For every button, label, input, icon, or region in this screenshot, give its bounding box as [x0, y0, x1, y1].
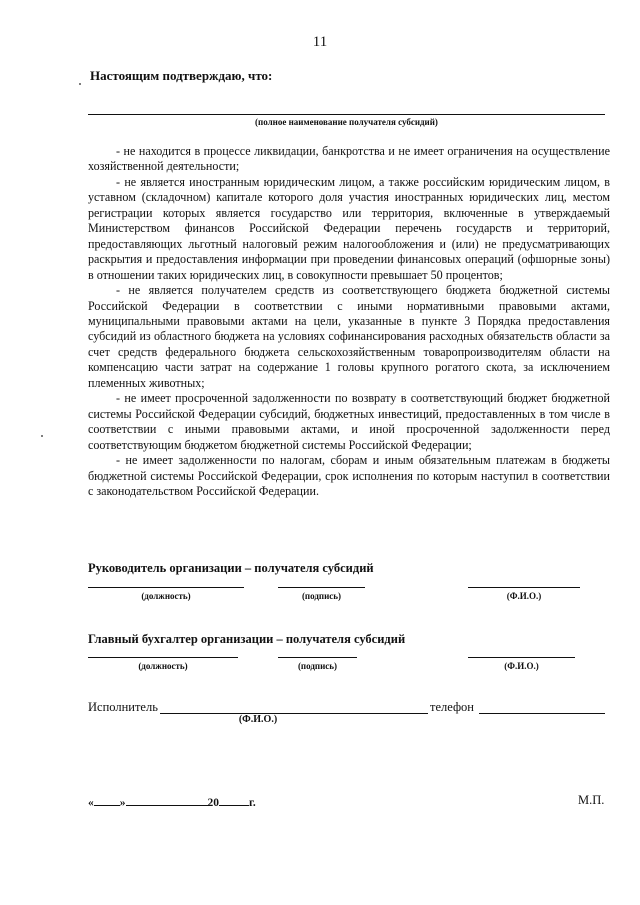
phone-label: телефон	[430, 700, 474, 714]
accountant-position-line	[88, 657, 238, 658]
executor-label: Исполнитель	[88, 700, 158, 714]
phone-line	[479, 713, 605, 714]
stamp-label: М.П.	[578, 793, 605, 807]
condition-paragraph: - не является получателем средств из соответствующего бюджета бюджетной системы Российской Федерации в соответствии с иными нормативными правовыми актами, муниципальными правовыми актами на цели, указанные в пункте 3 Порядка предоставления субсидий из областного бюджета на условиях софинансирования расходных обязательств области за счет средств федерального бюджета сельскохозяйственным товаропроизводителям области на компенсацию части затрат на содержание 1 головы крупного рогатого скота, за исключением племенных животных;	[88, 283, 610, 390]
conditions-text	[88, 144, 610, 499]
page-number: 11	[312, 34, 328, 50]
scan-speck	[41, 435, 43, 437]
head-section-title: Руководитель организации – получателя субсидий	[88, 561, 374, 575]
head-signature-caption: (подпись)	[301, 591, 342, 601]
date-month-blank	[126, 795, 208, 806]
accountant-signature-line	[278, 657, 357, 658]
head-name-caption: (Ф.И.О.)	[506, 591, 542, 601]
recipient-name-line	[88, 114, 605, 115]
executor-name-caption: (Ф.И.О.)	[238, 714, 278, 725]
accountant-name-caption: (Ф.И.О.)	[504, 661, 539, 671]
head-signature-line	[278, 587, 365, 588]
condition-paragraph: - не имеет просроченной задолженности по возврату в соответствующий бюджет бюджетной системы Российской Федерации субсидий, бюджетных инвестиций, предоставленных в том числе в соответствии с иными правовыми актами, и иной просроченной задолженности перед соответствующим бюджетом бюджетной системы Российской Федерации;	[88, 391, 610, 452]
confirm-heading: Настоящим подтверждаю, что:	[90, 68, 273, 83]
scan-speck	[79, 83, 81, 85]
accountant-section-title: Главный бухгалтер организации – получателя субсидий	[88, 632, 406, 646]
recipient-caption: (полное наименование получателя субсидий)	[255, 117, 438, 127]
accountant-signature-caption: (подпись)	[297, 661, 338, 671]
date-day-blank	[94, 795, 120, 806]
accountant-position-caption: (должность)	[138, 661, 188, 671]
date-year-prefix: 20	[207, 797, 219, 809]
condition-paragraph: - не является иностранным юридическим лицом, а также российским юридическим лицом, в уставном (складочном) капитале которого доля участия иностранных юридических лиц, местом регистрации которых является государство или территория, включенные в утверждаемый Министерством финансов Российской Федерации перечень государств и территорий, предоставляющих льготный налоговый режим налогообложения и (или) не предусматривающих раскрытия и предоставления информации при проведении финансовых операций (офшорные зоны) в отношении таких юридических лиц, в совокупности превышает 50 процентов;	[88, 174, 610, 282]
date-close-quote: »	[119, 797, 126, 809]
accountant-name-line	[468, 657, 575, 658]
date-year-blank	[219, 795, 249, 806]
head-position-caption: (должность)	[141, 591, 191, 601]
head-name-line	[468, 587, 580, 588]
date-open-quote: «	[88, 797, 94, 809]
condition-paragraph: - не находится в процессе ликвидации, банкротства и не имеет ограничения на осуществление хозяйственной деятельности;	[88, 144, 610, 174]
date-year-suffix: г.	[249, 797, 256, 809]
condition-paragraph: - не имеет задолженности по налогам, сборам и иным обязательным платежам в бюджеты бюджетной системы Российской Федерации, срок исполнения по которым наступил в соответствии с законодательством Российской Федерации.	[88, 453, 610, 498]
head-position-line	[88, 587, 244, 588]
date-line	[88, 795, 256, 809]
